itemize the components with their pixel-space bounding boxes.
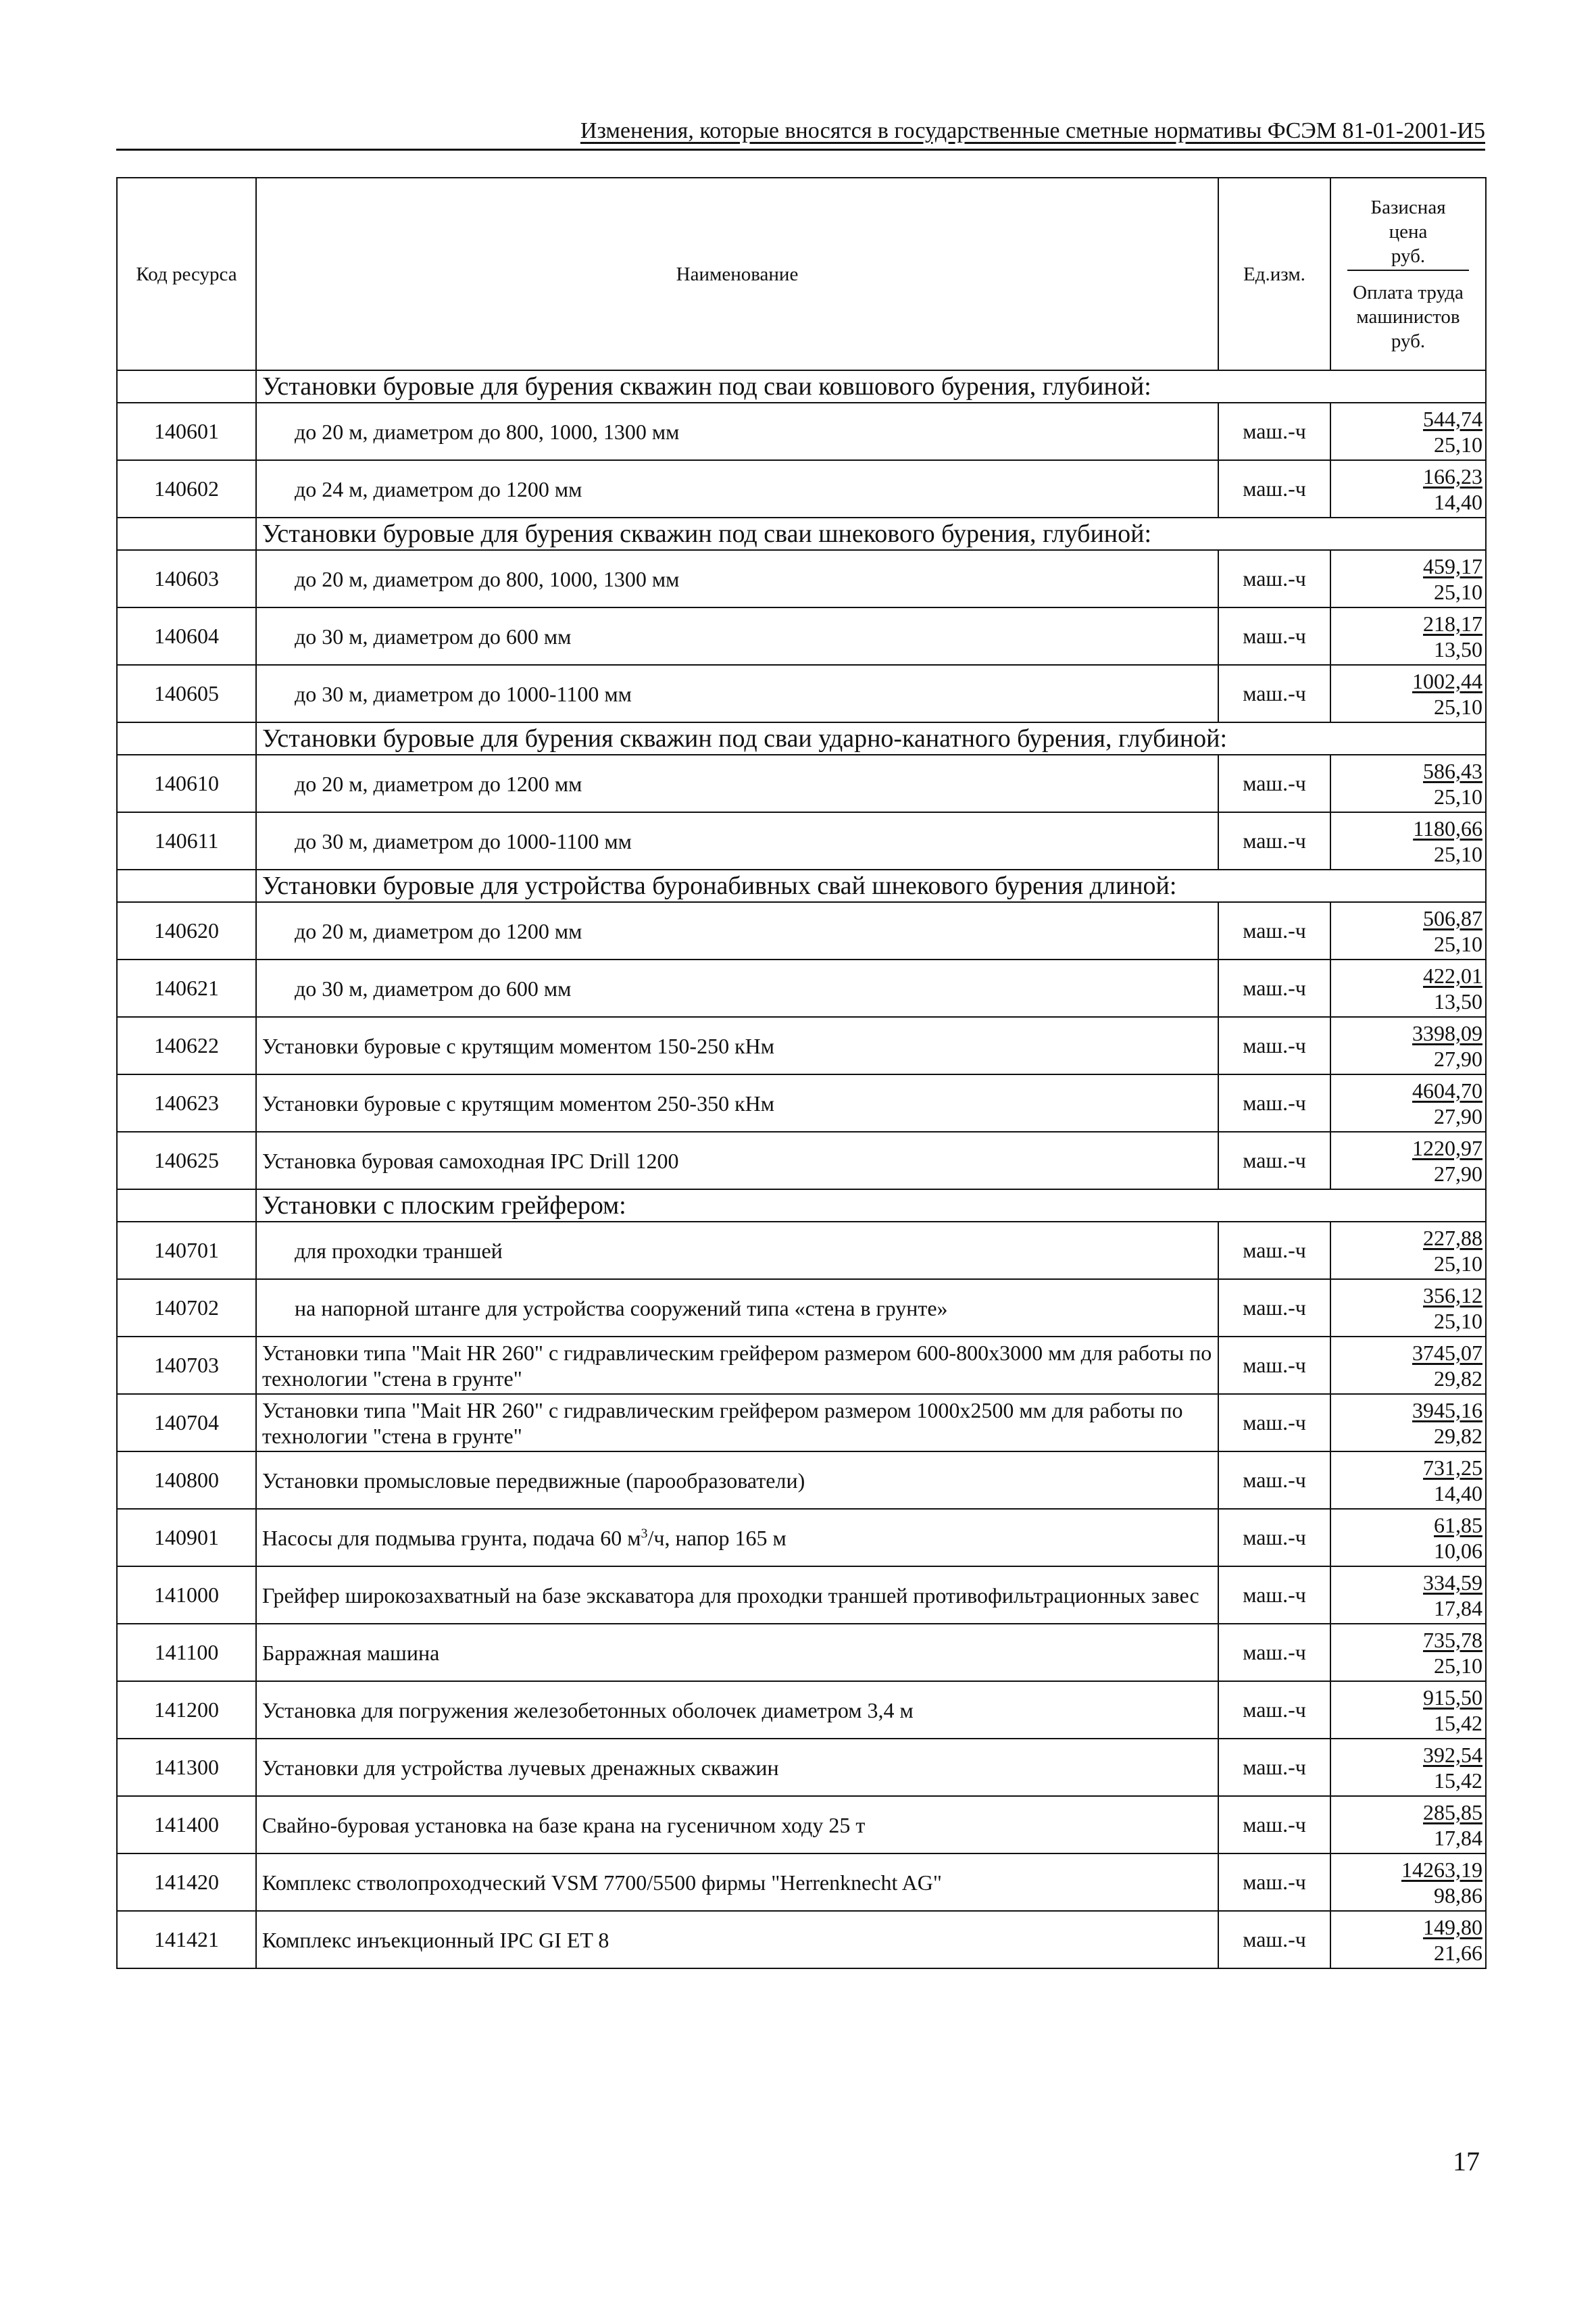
resource-unit: маш.-ч [1218, 1566, 1330, 1624]
resource-unit: маш.-ч [1218, 902, 1330, 960]
resource-price-cell [1330, 1509, 1486, 1566]
resource-name: Комплекс стволопроходческий VSM 7700/5500 фирмы "Herrenknecht AG" [256, 1853, 1218, 1911]
table-row [117, 960, 1486, 1017]
col-header-price [1330, 178, 1486, 370]
group-header-row [117, 870, 1486, 902]
group-title: Установки буровые для бурения скважин под сваи ударно-канатного бурения, глубиной: [256, 722, 1330, 755]
base-price: 285,85 [1423, 1799, 1482, 1824]
resource-price-cell [1330, 607, 1486, 665]
labor-price: 25,10 [1434, 931, 1482, 956]
table-row [117, 902, 1486, 960]
resource-name: Грейфер широкозахватный на базе экскаватора для проходки траншей противофильтрационных завес [256, 1566, 1218, 1624]
resource-name: до 20 м, диаметром до 1200 мм [256, 755, 1218, 812]
labor-price: 25,10 [1434, 1308, 1482, 1333]
labor-price: 14,40 [1434, 489, 1482, 514]
resource-code: 140702 [117, 1279, 256, 1337]
base-price: 218,17 [1423, 611, 1482, 636]
labor-price: 13,50 [1434, 989, 1482, 1014]
group-header-row [117, 518, 1486, 550]
resource-name: до 30 м, диаметром до 600 мм [256, 607, 1218, 665]
resource-code: 140622 [117, 1017, 256, 1074]
resource-name: до 24 м, диаметром до 1200 мм [256, 460, 1218, 518]
resource-name: Установки для устройства лучевых дренажных скважин [256, 1739, 1218, 1796]
table-row [117, 550, 1486, 607]
base-price: 3398,09 [1412, 1020, 1482, 1045]
table-row [117, 607, 1486, 665]
resource-name: до 20 м, диаметром до 1200 мм [256, 902, 1218, 960]
group-title: Установки буровые для устройства буронабивных свай шнекового бурения длиной: [256, 870, 1330, 902]
base-price: 506,87 [1423, 905, 1482, 930]
resource-code: 140605 [117, 665, 256, 722]
resource-price-cell [1330, 960, 1486, 1017]
resource-code: 141420 [117, 1853, 256, 1911]
resource-name: Установки промысловые передвижные (парообразователи) [256, 1451, 1218, 1509]
table-row [117, 403, 1486, 460]
resource-price-cell [1330, 665, 1486, 722]
resource-code: 140800 [117, 1451, 256, 1509]
labor-price: 29,82 [1434, 1423, 1482, 1448]
resource-name: до 20 м, диаметром до 800, 1000, 1300 мм [256, 550, 1218, 607]
col-header-labor-line2: машинистов [1356, 305, 1460, 328]
resource-code: 140701 [117, 1222, 256, 1279]
resource-code: 141000 [117, 1566, 256, 1624]
table-row [117, 1911, 1486, 1968]
resource-unit: маш.-ч [1218, 607, 1330, 665]
resource-price-cell [1330, 1853, 1486, 1911]
base-price: 459,17 [1423, 553, 1482, 578]
resource-price-cell [1330, 1624, 1486, 1681]
resource-unit: маш.-ч [1218, 1337, 1330, 1394]
resource-unit: маш.-ч [1218, 1132, 1330, 1189]
table-row [117, 1394, 1486, 1451]
resource-name: Установки типа "Mait HR 260" с гидравлическим грейфером размером 1000х2500 мм для работы по технологии "стена в грунте" [256, 1394, 1218, 1451]
col-header-name: Наименование [256, 178, 1218, 370]
resource-code: 140625 [117, 1132, 256, 1189]
page-header [116, 114, 1485, 151]
base-price: 1002,44 [1412, 668, 1482, 693]
base-price: 731,25 [1423, 1455, 1482, 1480]
col-header-code: Код ресурса [117, 178, 256, 370]
labor-price: 17,84 [1434, 1595, 1482, 1620]
col-header-price-line1: Базисная [1370, 196, 1446, 218]
labor-price: 13,50 [1434, 637, 1482, 662]
table-row [117, 1566, 1486, 1624]
resource-price-cell [1330, 1017, 1486, 1074]
page-number: 17 [1453, 2146, 1480, 2176]
base-price: 392,54 [1423, 1742, 1482, 1767]
col-header-unit: Ед.изм. [1218, 178, 1330, 370]
col-header-labor-line1: Оплата труда [1353, 281, 1464, 303]
resource-price-cell [1330, 1911, 1486, 1968]
resource-code: 140621 [117, 960, 256, 1017]
resource-name: Барражная машина [256, 1624, 1218, 1681]
labor-price: 15,42 [1434, 1768, 1482, 1793]
resource-code: 140602 [117, 460, 256, 518]
resource-name: Установки типа "Mait HR 260" с гидравлическим грейфером размером 600-800х3000 мм для работы по технологии "стена в грунте" [256, 1337, 1218, 1394]
labor-price: 15,42 [1434, 1710, 1482, 1735]
resource-unit: маш.-ч [1218, 1796, 1330, 1853]
labor-price: 21,66 [1434, 1940, 1482, 1965]
base-price: 227,88 [1423, 1225, 1482, 1250]
resource-code: 141400 [117, 1796, 256, 1853]
base-price: 544,74 [1423, 406, 1482, 431]
table-row [117, 1017, 1486, 1074]
base-price: 4604,70 [1412, 1078, 1482, 1103]
labor-price: 29,82 [1434, 1366, 1482, 1391]
base-price: 14263,19 [1401, 1857, 1482, 1882]
resource-code: 140623 [117, 1074, 256, 1132]
resource-unit: маш.-ч [1218, 665, 1330, 722]
base-price: 166,23 [1423, 464, 1482, 489]
table-row [117, 1509, 1486, 1566]
labor-price: 25,10 [1434, 1653, 1482, 1678]
page-header-text: Изменения, которые вносятся в государственные сметные нормативы ФСЭМ 81-01-2001-И5 [580, 118, 1485, 143]
table-header-row [117, 178, 1486, 370]
resource-unit: маш.-ч [1218, 1451, 1330, 1509]
resource-price-cell [1330, 812, 1486, 870]
group-header-row [117, 370, 1486, 403]
base-price: 61,85 [1434, 1512, 1482, 1537]
resource-unit: маш.-ч [1218, 460, 1330, 518]
table-row [117, 1279, 1486, 1337]
table-row [117, 1796, 1486, 1853]
labor-price: 14,40 [1434, 1480, 1482, 1505]
col-header-price-line3: руб. [1391, 245, 1426, 267]
labor-price: 25,10 [1434, 841, 1482, 866]
resource-price-cell [1330, 1739, 1486, 1796]
resource-code: 140611 [117, 812, 256, 870]
resource-price-cell [1330, 1337, 1486, 1394]
resource-name: на напорной штанге для устройства сооружений типа «стена в грунте» [256, 1279, 1218, 1337]
base-price: 915,50 [1423, 1685, 1482, 1710]
group-title: Установки с плоским грейфером: [256, 1189, 1330, 1222]
resource-price-cell [1330, 1566, 1486, 1624]
resource-price-cell [1330, 755, 1486, 812]
base-price: 356,12 [1423, 1283, 1482, 1308]
base-price: 735,78 [1423, 1627, 1482, 1652]
base-price: 1180,66 [1413, 816, 1482, 841]
resource-code: 141300 [117, 1739, 256, 1796]
group-header-row [117, 1189, 1486, 1222]
base-price: 1220,97 [1412, 1135, 1482, 1160]
resource-unit: маш.-ч [1218, 1279, 1330, 1337]
resource-price-cell [1330, 1681, 1486, 1739]
resource-price-cell [1330, 1796, 1486, 1853]
table-row [117, 755, 1486, 812]
base-price: 586,43 [1423, 758, 1482, 783]
resource-unit: маш.-ч [1218, 403, 1330, 460]
resource-price-cell [1330, 460, 1486, 518]
resource-name: Установка буровая самоходная IPC Drill 1200 [256, 1132, 1218, 1189]
resource-name: Насосы для подмыва грунта, подача 60 $м^3/ч$, напор 165 м [256, 1509, 1218, 1566]
resource-unit: маш.-ч [1218, 1739, 1330, 1796]
resource-code: 140603 [117, 550, 256, 607]
table-row [117, 1074, 1486, 1132]
resource-price-cell [1330, 1132, 1486, 1189]
labor-price: 25,10 [1434, 694, 1482, 719]
resource-name: до 30 м, диаметром до 600 мм [256, 960, 1218, 1017]
col-header-price-line2: цена [1389, 220, 1428, 243]
table-row [117, 812, 1486, 870]
group-title: Установки буровые для бурения скважин под сваи шнекового бурения, глубиной: [256, 518, 1330, 550]
resource-unit: маш.-ч [1218, 755, 1330, 812]
resource-price-cell [1330, 1074, 1486, 1132]
resource-name: до 30 м, диаметром до 1000-1100 мм [256, 812, 1218, 870]
resource-price-cell [1330, 1279, 1486, 1337]
labor-price: 98,86 [1434, 1883, 1482, 1908]
table-row [117, 1451, 1486, 1509]
labor-price: 27,90 [1434, 1161, 1482, 1186]
resource-code: 141100 [117, 1624, 256, 1681]
resource-unit: маш.-ч [1218, 1017, 1330, 1074]
labor-price: 25,10 [1434, 1251, 1482, 1276]
resource-table [116, 177, 1487, 1969]
resource-price-cell [1330, 1451, 1486, 1509]
labor-price: 25,10 [1434, 432, 1482, 457]
col-header-labor-line3: руб. [1391, 330, 1426, 352]
resource-unit: маш.-ч [1218, 960, 1330, 1017]
resource-code: 140601 [117, 403, 256, 460]
resource-price-cell [1330, 403, 1486, 460]
table-row [117, 460, 1486, 518]
labor-price: 27,90 [1434, 1103, 1482, 1128]
resource-price-cell [1330, 902, 1486, 960]
resource-name: Свайно-буровая установка на базе крана на гусеничном ходу 25 т [256, 1796, 1218, 1853]
table-row [117, 1853, 1486, 1911]
base-price: 334,59 [1423, 1570, 1482, 1595]
labor-price: 10,06 [1434, 1538, 1482, 1563]
resource-unit: маш.-ч [1218, 1394, 1330, 1451]
resource-code: 140704 [117, 1394, 256, 1451]
resource-unit: маш.-ч [1218, 1222, 1330, 1279]
resource-name: Установки буровые с крутящим моментом 250-350 кНм [256, 1074, 1218, 1132]
table-row [117, 1739, 1486, 1796]
table-row [117, 1337, 1486, 1394]
resource-code: 140604 [117, 607, 256, 665]
base-price: 3945,16 [1412, 1397, 1482, 1422]
resource-price-cell [1330, 1394, 1486, 1451]
resource-price-cell [1330, 550, 1486, 607]
base-price: 3745,07 [1412, 1340, 1482, 1365]
resource-unit: маш.-ч [1218, 1509, 1330, 1566]
table-row [117, 665, 1486, 722]
resource-price-cell [1330, 1222, 1486, 1279]
resource-name: Установка для погружения железобетонных оболочек диаметром 3,4 м [256, 1681, 1218, 1739]
table-row [117, 1222, 1486, 1279]
labor-price: 17,84 [1434, 1825, 1482, 1850]
resource-name: Комплекс инъекционный IPC GI ET 8 [256, 1911, 1218, 1968]
labor-price: 27,90 [1434, 1046, 1482, 1071]
resource-code: 141421 [117, 1911, 256, 1968]
base-price: 422,01 [1423, 963, 1482, 988]
resource-unit: маш.-ч [1218, 1911, 1330, 1968]
resource-code: 140703 [117, 1337, 256, 1394]
resource-code: 140620 [117, 902, 256, 960]
resource-unit: маш.-ч [1218, 550, 1330, 607]
labor-price: 25,10 [1434, 784, 1482, 809]
resource-name: до 20 м, диаметром до 800, 1000, 1300 мм [256, 403, 1218, 460]
table-row [117, 1681, 1486, 1739]
resource-name: до 30 м, диаметром до 1000-1100 мм [256, 665, 1218, 722]
resource-name: для проходки траншей [256, 1222, 1218, 1279]
resource-code: 140901 [117, 1509, 256, 1566]
resource-unit: маш.-ч [1218, 1681, 1330, 1739]
group-header-row [117, 722, 1486, 755]
resource-unit: маш.-ч [1218, 1853, 1330, 1911]
resource-code: 140610 [117, 755, 256, 812]
resource-unit: маш.-ч [1218, 812, 1330, 870]
resource-unit: маш.-ч [1218, 1074, 1330, 1132]
resource-name: Установки буровые с крутящим моментом 150-250 кНм [256, 1017, 1218, 1074]
resource-code: 141200 [117, 1681, 256, 1739]
col-header-price-divider [1347, 270, 1469, 271]
labor-price: 25,10 [1434, 579, 1482, 604]
table-row [117, 1132, 1486, 1189]
base-price: 149,80 [1423, 1914, 1482, 1939]
group-title: Установки буровые для бурения скважин под сваи ковшового бурения, глубиной: [256, 370, 1330, 403]
table-row [117, 1624, 1486, 1681]
resource-unit: маш.-ч [1218, 1624, 1330, 1681]
